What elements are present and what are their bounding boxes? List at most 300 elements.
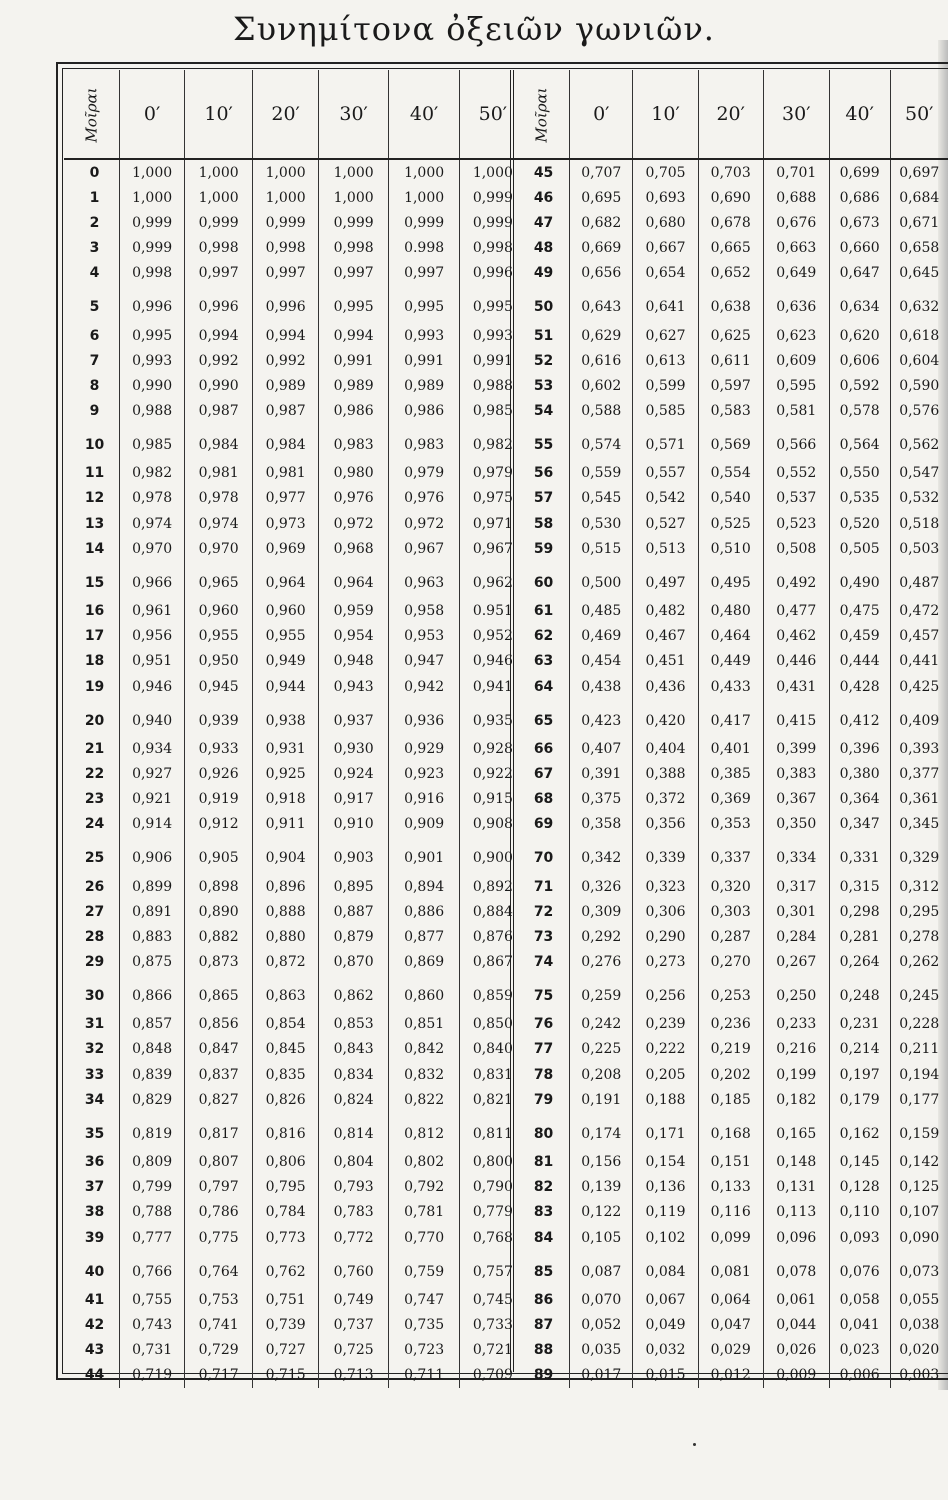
cosine-value-cell: 0,762 — [253, 1250, 319, 1287]
degree-cell: 17 — [84, 628, 105, 645]
cosine-value-cell: 0,154 — [633, 1149, 698, 1174]
cosine-value-cell: 0,873 — [185, 950, 253, 975]
cosine-value-cell: 0,194 — [890, 1062, 948, 1087]
degree-cell: 57 — [533, 490, 554, 507]
cosine-value-cell: 0,174 — [570, 1112, 633, 1149]
cosine-value-cell: 0,171 — [633, 1112, 698, 1149]
cosine-value-cell: 0,882 — [185, 924, 253, 949]
table-row — [64, 1225, 526, 1250]
cosine-value-cell: 0,921 — [120, 787, 185, 812]
cosine-value-cell: 0,477 — [763, 598, 829, 623]
degree-cell: 18 — [84, 653, 105, 670]
cosine-value-cell: 0,916 — [389, 787, 460, 812]
cosine-value-cell: 0,412 — [829, 699, 890, 736]
cosine-value-cell: 0,425 — [890, 674, 948, 699]
cosine-table-right — [514, 70, 948, 1388]
cosine-value-cell: 1,000 — [185, 159, 253, 185]
cosine-value-cell: 0,940 — [120, 699, 185, 736]
degree-cell: 49 — [533, 265, 554, 282]
cosine-value-cell: 0,350 — [763, 812, 829, 837]
cosine-value-cell: 0,982 — [460, 424, 526, 461]
cosine-value-cell: 0,165 — [763, 1112, 829, 1149]
cosine-value-cell: 0,035 — [570, 1338, 633, 1363]
cosine-value-cell: 0,281 — [829, 924, 890, 949]
cosine-value-cell: 0,242 — [570, 1012, 633, 1037]
minute-header: 0′ — [570, 70, 633, 159]
degree-cell: 44 — [84, 1367, 105, 1384]
cosine-value-cell: 0,994 — [185, 323, 253, 348]
cosine-value-cell: 0,225 — [570, 1037, 633, 1062]
cosine-value-cell: 0,790 — [460, 1175, 526, 1200]
cosine-value-cell: 0,295 — [890, 899, 948, 924]
cosine-value-cell: 0,540 — [698, 486, 763, 511]
cosine-value-cell: 0,964 — [253, 561, 319, 598]
cosine-value-cell: 0,537 — [763, 486, 829, 511]
cosine-value-cell: 0,976 — [389, 486, 460, 511]
table-row — [64, 159, 526, 185]
cosine-value-cell: 0,807 — [185, 1149, 253, 1174]
table-row — [514, 185, 948, 210]
cosine-value-cell: 0,067 — [633, 1287, 698, 1312]
cosine-value-cell: 0,792 — [389, 1175, 460, 1200]
cosine-value-cell: 0,988 — [120, 399, 185, 424]
degree-cell: 4 — [89, 265, 100, 282]
table-row — [64, 874, 526, 899]
cosine-value-cell: 0,058 — [829, 1287, 890, 1312]
cosine-value-cell: 0,695 — [570, 185, 633, 210]
cosine-value-cell: 0,949 — [253, 649, 319, 674]
table-row — [64, 1200, 526, 1225]
cosine-value-cell: 0,361 — [890, 787, 948, 812]
cosine-value-cell: 0,151 — [698, 1149, 763, 1174]
degree-cell: 39 — [84, 1229, 105, 1246]
cosine-value-cell: 0,773 — [253, 1225, 319, 1250]
cosine-value-cell: 0,199 — [763, 1062, 829, 1087]
cosine-value-cell: 0,188 — [633, 1087, 698, 1112]
cosine-value-cell: 0,554 — [698, 461, 763, 486]
cosine-value-cell: 1,000 — [253, 185, 319, 210]
minute-header: 20′ — [253, 70, 319, 159]
table-row — [64, 348, 526, 373]
cosine-value-cell: 0,753 — [185, 1287, 253, 1312]
cosine-value-cell: 0,977 — [253, 486, 319, 511]
cosine-value-cell: 0,331 — [829, 837, 890, 874]
cosine-value-cell: 0,997 — [389, 261, 460, 286]
cosine-value-cell: 0,768 — [460, 1225, 526, 1250]
degree-cell: 51 — [533, 327, 554, 344]
cosine-value-cell: 0,367 — [763, 787, 829, 812]
cosine-value-cell: 0,518 — [890, 511, 948, 536]
cosine-value-cell: 0,971 — [460, 511, 526, 536]
table-row — [64, 1363, 526, 1388]
cosine-value-cell: 0,717 — [185, 1363, 253, 1388]
table-row — [514, 736, 948, 761]
cosine-value-cell: 0,276 — [570, 950, 633, 975]
table-row — [64, 736, 526, 761]
cosine-value-cell: 0,759 — [389, 1250, 460, 1287]
cosine-value-cell: 0,898 — [185, 874, 253, 899]
cosine-value-cell: 0,737 — [319, 1312, 389, 1337]
cosine-value-cell: 0,125 — [890, 1175, 948, 1200]
cosine-value-cell: 0,457 — [890, 624, 948, 649]
degree-cell: 52 — [533, 352, 554, 369]
cosine-value-cell: 0,497 — [633, 561, 698, 598]
cosine-value-cell: 0,658 — [890, 236, 948, 261]
cosine-value-cell: 0,326 — [570, 874, 633, 899]
cosine-value-cell: 0,676 — [763, 210, 829, 235]
cosine-value-cell: 0,959 — [319, 598, 389, 623]
cosine-value-cell: 0,177 — [890, 1087, 948, 1112]
cosine-value-cell: 0,994 — [319, 323, 389, 348]
cosine-value-cell: 0,952 — [460, 624, 526, 649]
cosine-value-cell: 0,964 — [319, 561, 389, 598]
cosine-value-cell: 0,967 — [389, 536, 460, 561]
cosine-value-cell: 0,914 — [120, 812, 185, 837]
cosine-value-cell: 0,569 — [698, 424, 763, 461]
cosine-value-cell: 0,197 — [829, 1062, 890, 1087]
cosine-value-cell: 0,629 — [570, 323, 633, 348]
cosine-value-cell: 0,090 — [890, 1225, 948, 1250]
cosine-value-cell: 0,239 — [633, 1012, 698, 1037]
cosine-value-cell: 0,996 — [460, 261, 526, 286]
cosine-value-cell: 0,216 — [763, 1037, 829, 1062]
cosine-value-cell: 0,951 — [120, 649, 185, 674]
minute-header: 10′ — [633, 70, 698, 159]
cosine-value-cell: 0,992 — [185, 348, 253, 373]
degree-cell: 89 — [533, 1367, 554, 1384]
cosine-value-cell: 0,819 — [120, 1112, 185, 1149]
cosine-value-cell: 0,136 — [633, 1175, 698, 1200]
cosine-value-cell: 0,185 — [698, 1087, 763, 1112]
cosine-value-cell: 0,003 — [890, 1363, 948, 1388]
cosine-value-cell: 0,826 — [253, 1087, 319, 1112]
degree-cell: 68 — [533, 791, 554, 808]
cosine-value-cell: 0,862 — [319, 975, 389, 1012]
cosine-value-cell: 0,999 — [319, 210, 389, 235]
cosine-value-cell: 0,749 — [319, 1287, 389, 1312]
cosine-value-cell: 0,508 — [763, 536, 829, 561]
cosine-value-cell: 0,834 — [319, 1062, 389, 1087]
cosine-value-cell: 0,339 — [633, 837, 698, 874]
table-row — [514, 699, 948, 736]
cosine-value-cell: 0,989 — [389, 373, 460, 398]
cosine-value-cell: 0,936 — [389, 699, 460, 736]
degree-cell: 6 — [89, 327, 100, 344]
cosine-value-cell: 0,997 — [319, 261, 389, 286]
cosine-value-cell: 0,566 — [763, 424, 829, 461]
table-row — [64, 1312, 526, 1337]
degree-cell: 0 — [89, 164, 100, 181]
cosine-value-cell: 0,505 — [829, 536, 890, 561]
cosine-value-cell: 0,715 — [253, 1363, 319, 1388]
cosine-value-cell: 0,911 — [253, 812, 319, 837]
cosine-value-cell: 0,866 — [120, 975, 185, 1012]
cosine-value-cell: 0,055 — [890, 1287, 948, 1312]
cosine-value-cell: 0,102 — [633, 1225, 698, 1250]
cosine-value-cell: 0,947 — [389, 649, 460, 674]
cosine-value-cell: 0,571 — [633, 424, 698, 461]
cosine-value-cell: 0,999 — [120, 236, 185, 261]
cosine-value-cell: 0,747 — [389, 1287, 460, 1312]
degree-cell: 58 — [533, 515, 554, 532]
cosine-value-cell: 0,482 — [633, 598, 698, 623]
table-row — [514, 899, 948, 924]
degree-cell: 10 — [84, 437, 105, 454]
cosine-value-cell: 0,578 — [829, 399, 890, 424]
cosine-value-cell: 0,998 — [319, 236, 389, 261]
cosine-value-cell: 0,116 — [698, 1200, 763, 1225]
cosine-value-cell: 0,231 — [829, 1012, 890, 1037]
cosine-value-cell: 0,942 — [389, 674, 460, 699]
cosine-value-cell: 0,956 — [120, 624, 185, 649]
cosine-value-cell: 0,678 — [698, 210, 763, 235]
cosine-value-cell: 0,986 — [319, 399, 389, 424]
degree-cell: 37 — [84, 1179, 105, 1196]
cosine-value-cell: 0.998 — [389, 236, 460, 261]
table-row — [64, 1012, 526, 1037]
cosine-value-cell: 0,850 — [460, 1012, 526, 1037]
cosine-value-cell: 0,462 — [763, 624, 829, 649]
cosine-value-cell: 0,781 — [389, 1200, 460, 1225]
cosine-value-cell: 0,981 — [253, 461, 319, 486]
degree-cell: 71 — [533, 878, 554, 895]
degree-cell: 26 — [84, 878, 105, 895]
cosine-value-cell: 0,023 — [829, 1338, 890, 1363]
cosine-value-cell: 0,981 — [185, 461, 253, 486]
table-row — [64, 185, 526, 210]
table-row — [514, 624, 948, 649]
degree-cell: 15 — [84, 574, 105, 591]
table-row — [514, 1363, 948, 1388]
cosine-value-cell: 0,917 — [319, 787, 389, 812]
degree-cell: 45 — [533, 164, 554, 181]
degree-cell: 69 — [533, 816, 554, 833]
cosine-value-cell: 0,396 — [829, 736, 890, 761]
cosine-value-cell: 0,671 — [890, 210, 948, 235]
cosine-value-cell: 0,925 — [253, 761, 319, 786]
table-row — [514, 399, 948, 424]
cosine-value-cell: 0,609 — [763, 348, 829, 373]
cosine-value-cell: 0,995 — [120, 323, 185, 348]
cosine-value-cell: 0,969 — [253, 536, 319, 561]
table-row — [64, 624, 526, 649]
cosine-value-cell: 0,026 — [763, 1338, 829, 1363]
minute-header: 40′ — [389, 70, 460, 159]
cosine-value-cell: 0,976 — [319, 486, 389, 511]
cosine-value-cell: 0,638 — [698, 286, 763, 323]
degree-cell: 41 — [84, 1291, 105, 1308]
cosine-value-cell: 0,814 — [319, 1112, 389, 1149]
cosine-value-cell: 0,369 — [698, 787, 763, 812]
cosine-value-cell: 0,865 — [185, 975, 253, 1012]
table-row — [64, 787, 526, 812]
cosine-value-cell: 0,273 — [633, 950, 698, 975]
cosine-value-cell: 0,880 — [253, 924, 319, 949]
cosine-value-cell: 0,888 — [253, 899, 319, 924]
cosine-value-cell: 0,372 — [633, 787, 698, 812]
cosine-value-cell: 0,446 — [763, 649, 829, 674]
degree-cell: 60 — [533, 574, 554, 591]
cosine-value-cell: 0,979 — [460, 461, 526, 486]
cosine-value-cell: 0,788 — [120, 1200, 185, 1225]
table-row — [514, 1250, 948, 1287]
degree-cell: 33 — [84, 1066, 105, 1083]
cosine-value-cell: 0,719 — [120, 1363, 185, 1388]
cosine-value-cell: 0,393 — [890, 736, 948, 761]
cosine-value-cell: 0,991 — [460, 348, 526, 373]
table-row — [64, 837, 526, 874]
cosine-value-cell: 0,784 — [253, 1200, 319, 1225]
cosine-value-cell: 0,950 — [185, 649, 253, 674]
table-row — [514, 674, 948, 699]
cosine-value-cell: 0,934 — [120, 736, 185, 761]
degree-cell: 70 — [533, 850, 554, 867]
cosine-value-cell: 0,599 — [633, 373, 698, 398]
cosine-value-cell: 0,812 — [389, 1112, 460, 1149]
degree-cell: 13 — [84, 515, 105, 532]
cosine-value-cell: 0,945 — [185, 674, 253, 699]
page-title: Συνημίτονα ὀξειῶν γωνιῶν. — [233, 10, 715, 48]
cosine-value-cell: 0,984 — [253, 424, 319, 461]
cosine-value-cell: 0,574 — [570, 424, 633, 461]
degree-cell: 32 — [84, 1041, 105, 1058]
cosine-value-cell: 0,870 — [319, 950, 389, 975]
cosine-value-cell: 0,987 — [253, 399, 319, 424]
cosine-value-cell: 0,472 — [890, 598, 948, 623]
cosine-value-cell: 0,924 — [319, 761, 389, 786]
cosine-value-cell: 0,991 — [389, 348, 460, 373]
table-row — [514, 837, 948, 874]
degree-cell: 48 — [533, 240, 554, 257]
cosine-value-cell: 0,323 — [633, 874, 698, 899]
table-row — [64, 399, 526, 424]
cosine-value-cell: 0,701 — [763, 159, 829, 185]
cosine-value-cell: 0,848 — [120, 1037, 185, 1062]
table-row — [514, 1338, 948, 1363]
cosine-value-cell: 0,948 — [319, 649, 389, 674]
cosine-value-cell: 0,725 — [319, 1338, 389, 1363]
cosine-value-cell: 0,342 — [570, 837, 633, 874]
table-row — [514, 373, 948, 398]
cosine-value-cell: 0,955 — [253, 624, 319, 649]
cosine-value-cell: 0,982 — [120, 461, 185, 486]
cosine-value-cell: 0,831 — [460, 1062, 526, 1087]
degree-cell: 78 — [533, 1066, 554, 1083]
cosine-value-cell: 0,723 — [389, 1338, 460, 1363]
cosine-value-cell: 0,298 — [829, 899, 890, 924]
table-row — [514, 261, 948, 286]
table-row — [64, 561, 526, 598]
degree-cell: 36 — [84, 1154, 105, 1171]
cosine-value-cell: 0,999 — [253, 210, 319, 235]
cosine-value-cell: 0,110 — [829, 1200, 890, 1225]
cosine-value-cell: 0,401 — [698, 736, 763, 761]
cosine-value-cell: 0,669 — [570, 236, 633, 261]
cosine-value-cell: 0,915 — [460, 787, 526, 812]
table-row — [514, 561, 948, 598]
degree-cell: 62 — [533, 628, 554, 645]
cosine-value-cell: 0,973 — [253, 511, 319, 536]
cosine-value-cell: 0,076 — [829, 1250, 890, 1287]
cosine-value-cell: 0,523 — [763, 511, 829, 536]
cosine-value-cell: 0,131 — [763, 1175, 829, 1200]
cosine-value-cell: 0,284 — [763, 924, 829, 949]
cosine-value-cell: 0,998 — [120, 261, 185, 286]
degree-cell: 7 — [89, 352, 100, 369]
cosine-value-cell: 0,928 — [460, 736, 526, 761]
degree-cell: 24 — [84, 816, 105, 833]
cosine-value-cell: 0,122 — [570, 1200, 633, 1225]
degree-cell: 30 — [84, 988, 105, 1005]
cosine-value-cell: 0,741 — [185, 1312, 253, 1337]
cosine-value-cell: 0,890 — [185, 899, 253, 924]
cosine-value-cell: 0,793 — [319, 1175, 389, 1200]
table-row — [64, 210, 526, 235]
cosine-value-cell: 0,038 — [890, 1312, 948, 1337]
cosine-value-cell: 0,779 — [460, 1200, 526, 1225]
cosine-value-cell: 0,966 — [120, 561, 185, 598]
cosine-value-cell: 0,320 — [698, 874, 763, 899]
degree-cell: 80 — [533, 1125, 554, 1142]
cosine-value-cell: 0,729 — [185, 1338, 253, 1363]
cosine-value-cell: 0,853 — [319, 1012, 389, 1037]
table-row — [64, 699, 526, 736]
cosine-value-cell: 0,264 — [829, 950, 890, 975]
cosine-value-cell: 0,997 — [185, 261, 253, 286]
cosine-value-cell: 0,377 — [890, 761, 948, 786]
cosine-value-cell: 0,454 — [570, 649, 633, 674]
table-row — [64, 1112, 526, 1149]
cosine-value-cell: 0.951 — [460, 598, 526, 623]
cosine-value-cell: 0,214 — [829, 1037, 890, 1062]
cosine-value-cell: 0,665 — [698, 236, 763, 261]
cosine-value-cell: 0,800 — [460, 1149, 526, 1174]
cosine-value-cell: 0,020 — [890, 1338, 948, 1363]
cosine-value-cell: 0,944 — [253, 674, 319, 699]
cosine-value-cell: 1,000 — [120, 185, 185, 210]
cosine-value-cell: 0,797 — [185, 1175, 253, 1200]
table-row — [64, 261, 526, 286]
cosine-value-cell: 0,597 — [698, 373, 763, 398]
cosine-value-cell: 0,863 — [253, 975, 319, 1012]
cosine-value-cell: 0,829 — [120, 1087, 185, 1112]
degree-cell: 66 — [533, 740, 554, 757]
cosine-value-cell: 0,592 — [829, 373, 890, 398]
cosine-value-cell: 0,309 — [570, 899, 633, 924]
cosine-value-cell: 0,777 — [120, 1225, 185, 1250]
table-row — [514, 812, 948, 837]
cosine-value-cell: 0,495 — [698, 561, 763, 598]
degree-cell: 40 — [84, 1263, 105, 1280]
cosine-value-cell: 0,469 — [570, 624, 633, 649]
cosine-value-cell: 0,205 — [633, 1062, 698, 1087]
cosine-value-cell: 0,490 — [829, 561, 890, 598]
degree-cell: 42 — [84, 1316, 105, 1333]
cosine-value-cell: 0,832 — [389, 1062, 460, 1087]
cosine-value-cell: 0,616 — [570, 348, 633, 373]
cosine-value-cell: 0,983 — [319, 424, 389, 461]
cosine-value-cell: 0,084 — [633, 1250, 698, 1287]
cosine-value-cell: 0,990 — [185, 373, 253, 398]
cosine-value-cell: 0,156 — [570, 1149, 633, 1174]
cosine-value-cell: 0,899 — [120, 874, 185, 899]
table-row — [514, 511, 948, 536]
cosine-value-cell: 0,467 — [633, 624, 698, 649]
table-row — [64, 536, 526, 561]
cosine-value-cell: 0,029 — [698, 1338, 763, 1363]
cosine-value-cell: 0,627 — [633, 323, 698, 348]
cosine-value-cell: 0,145 — [829, 1149, 890, 1174]
